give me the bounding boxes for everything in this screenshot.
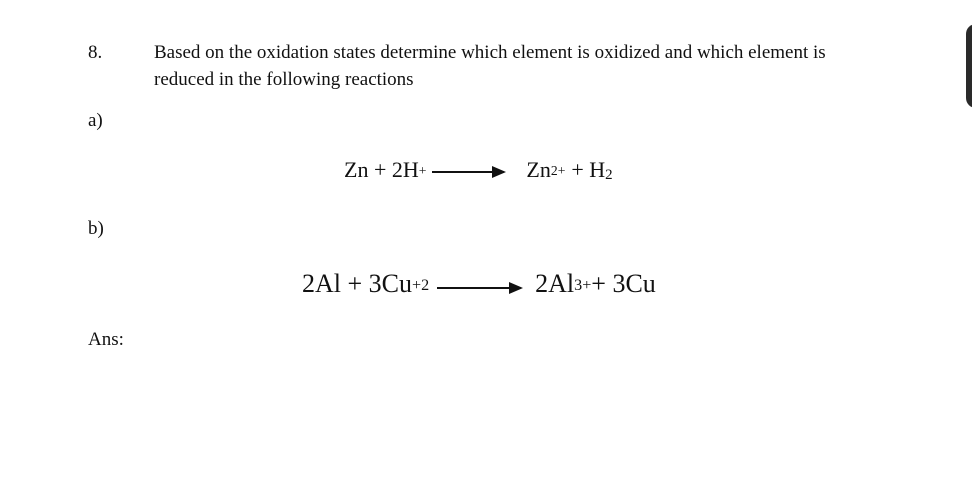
answer-label: Ans: [88, 329, 124, 350]
reaction-b-reactants: 2Al + 3Cu [302, 269, 413, 298]
side-panel-tab[interactable] [966, 24, 972, 108]
reaction-b-product-1: 2Al [535, 269, 575, 298]
reaction-a-product-1: Zn [526, 157, 551, 182]
reaction-a-product-2: + H [571, 157, 606, 182]
question-text-line-1: Based on the oxidation states determine which element is oxidized and which element is [154, 42, 826, 63]
reaction-a-equation: Zn + 2H + Zn $^{2+}$ + H $_2$ [344, 157, 613, 184]
reaction-a-reactants: Zn + 2H [344, 157, 419, 182]
part-b-label: b) [88, 218, 104, 239]
question-text-line-2: reduced in the following reactions [154, 69, 414, 90]
reaction-a-arrow-icon [432, 171, 504, 173]
part-a-label: a) [88, 110, 103, 131]
reaction-b-product-2: + 3Cu [591, 269, 656, 298]
reaction-b-equation: 2Al + 3Cu $^{+2}$ 2Al $^{3+}$ + 3Cu [302, 269, 656, 298]
question-number: 8. [88, 42, 103, 63]
reaction-b-arrow-icon [437, 287, 521, 289]
